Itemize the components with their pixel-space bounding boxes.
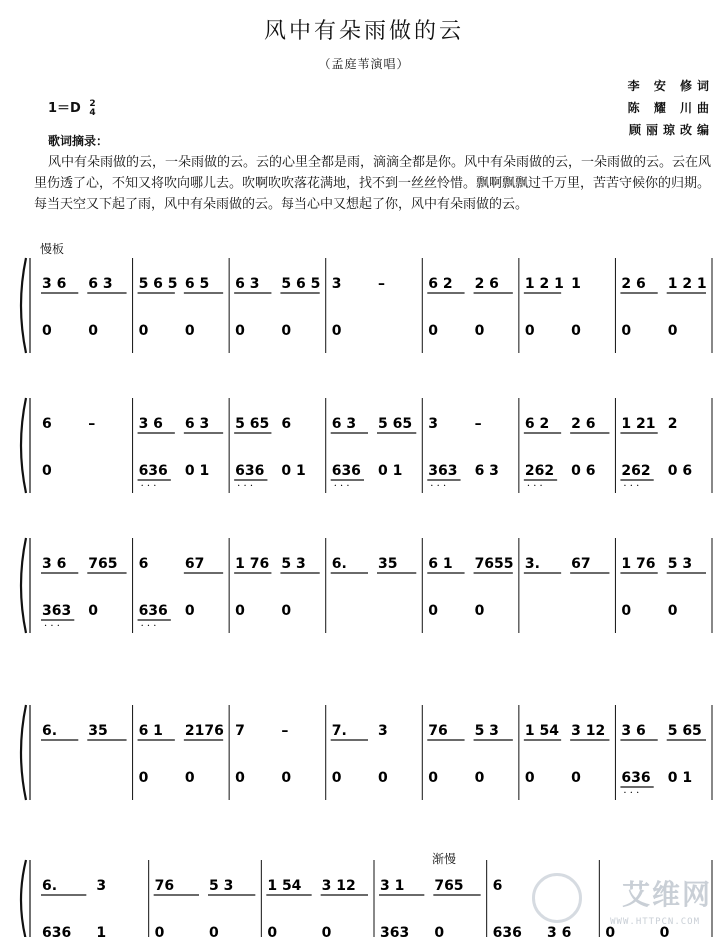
upper-beat-1: 5 65 bbox=[235, 416, 270, 432]
lower-beat-2: 0 1 bbox=[184, 463, 210, 479]
upper-beat-2: 3 12 bbox=[321, 878, 356, 894]
upper-beat-2: 6 bbox=[281, 416, 292, 432]
upper-beat-1: 6 bbox=[138, 556, 149, 572]
upper-beat-2: – bbox=[281, 723, 289, 739]
lower-beat-1: 363 bbox=[380, 925, 410, 937]
upper-beat-1: 6 2 bbox=[428, 276, 453, 292]
low-octave-dots: · · · bbox=[140, 481, 157, 492]
lower-beat-1: 262 bbox=[621, 463, 651, 479]
upper-beat-2: 5 65 bbox=[667, 723, 702, 739]
lower-beat-1: 636 bbox=[42, 925, 72, 937]
upper-beat-1: 6 1 bbox=[138, 723, 163, 739]
lower-beat-1: 636 bbox=[138, 463, 168, 479]
lower-beat-1: 0 bbox=[331, 770, 342, 786]
lower-beat-2: 0 bbox=[88, 323, 99, 339]
lower-beat-1: 636 bbox=[621, 770, 651, 786]
upper-beat-1: 6 bbox=[492, 878, 503, 894]
lyrics-label: 歌词摘录： bbox=[48, 134, 109, 148]
lower-beat-1: 0 bbox=[331, 323, 342, 339]
upper-beat-1: 3 6 bbox=[42, 276, 67, 292]
upper-beat-2: 1 2 1 bbox=[667, 276, 707, 292]
watermark bbox=[532, 867, 722, 931]
low-octave-dots: · · · bbox=[623, 788, 640, 799]
lower-beat-1: 636 bbox=[492, 925, 522, 937]
upper-beat-2: 3 bbox=[96, 878, 107, 894]
lower-beat-1: 0 bbox=[42, 463, 52, 479]
low-octave-dots: · · · bbox=[333, 481, 350, 492]
lower-beat-2: 0 6 bbox=[571, 463, 596, 479]
system-brace bbox=[21, 538, 26, 633]
upper-beat-1: 1 76 bbox=[621, 556, 656, 572]
low-octave-dots: · · · bbox=[526, 481, 543, 492]
upper-beat-1: 1 2 1 bbox=[524, 276, 564, 292]
lower-beat-2: 0 bbox=[659, 925, 670, 937]
low-octave-dots: · · · bbox=[430, 481, 447, 492]
lower-beat-1: 0 bbox=[524, 323, 535, 339]
upper-beat-2: 3 bbox=[378, 723, 388, 739]
upper-beat-2: 35 bbox=[88, 723, 108, 739]
upper-beat-1: 3 6 bbox=[42, 556, 67, 572]
upper-beat-1: 3 1 bbox=[380, 878, 405, 894]
lower-beat-1: 0 bbox=[267, 925, 278, 937]
lower-beat-1: 0 bbox=[235, 603, 245, 619]
upper-beat-1: 76 bbox=[154, 878, 175, 894]
upper-beat-1: 6 1 bbox=[428, 556, 453, 572]
upper-beat-2: 5 6 5 bbox=[281, 276, 321, 292]
lower-beat-1: 0 bbox=[621, 323, 632, 339]
song-subtitle: （孟庭苇演唱） bbox=[318, 57, 410, 71]
lower-beat-2: 0 bbox=[378, 770, 388, 786]
lower-beat-1: 262 bbox=[524, 463, 555, 479]
upper-beat-2: 67 bbox=[184, 556, 205, 572]
low-octave-dots: · · · bbox=[237, 481, 254, 492]
system-brace bbox=[21, 258, 26, 353]
lower-beat-1: 0 bbox=[235, 323, 245, 339]
lower-beat-1: 0 bbox=[621, 603, 632, 619]
lower-beat-2: 0 bbox=[571, 323, 581, 339]
lower-beat-2: 0 bbox=[571, 770, 581, 786]
upper-beat-1: 1 21 bbox=[621, 416, 656, 432]
upper-beat-1: 1 54 bbox=[524, 723, 559, 739]
system-brace bbox=[21, 860, 26, 937]
upper-beat-2: – bbox=[88, 416, 96, 432]
upper-beat-1: 1 54 bbox=[267, 878, 302, 894]
upper-beat-1: 3. bbox=[524, 556, 540, 572]
lower-beat-2: 0 1 bbox=[667, 770, 693, 786]
tempo-marking-start: 慢板 bbox=[40, 242, 65, 256]
upper-beat-2: 3 12 bbox=[571, 723, 606, 739]
lower-beat-1: 0 bbox=[138, 323, 149, 339]
upper-beat-2: 35 bbox=[378, 556, 398, 572]
upper-beat-1: 3 6 bbox=[138, 416, 163, 432]
lower-beat-2: 0 bbox=[667, 323, 678, 339]
upper-beat-2: 765 bbox=[88, 556, 118, 572]
composer-credit: 陈 耀 川曲 bbox=[627, 101, 714, 115]
key-label: 1＝D bbox=[48, 101, 81, 116]
lower-beat-2: 6 3 bbox=[474, 463, 499, 479]
upper-beat-1: 6. bbox=[42, 878, 58, 894]
lower-beat-1: 636 bbox=[235, 463, 265, 479]
lower-beat-2: 0 bbox=[184, 603, 195, 619]
upper-beat-2: 2 bbox=[667, 416, 678, 432]
upper-beat-2: 6 3 bbox=[184, 416, 210, 432]
upper-beat-2: 2176 bbox=[184, 723, 224, 739]
upper-beat-1: 6. bbox=[42, 723, 58, 739]
upper-beat-2: 7655 bbox=[474, 556, 514, 572]
time-top: 2 bbox=[89, 98, 96, 109]
upper-beat-1: 3 bbox=[331, 276, 342, 292]
low-octave-dots: · · · bbox=[44, 621, 60, 632]
arranger-credit: 顾丽琼改编 bbox=[628, 123, 714, 137]
song-title: 风中有朵雨做的云 bbox=[263, 19, 464, 44]
lyrics-excerpt: 风中有朵雨做的云，一朵雨做的云。云的心里全都是雨，滴滴全都是你。风中有朵雨做的云，一朵雨做的云。云在风里伤透了心，不知又将吹向哪儿去。吹啊吹吹落花满地，找不到一丝丝怜惜。飘啊飘飘过千万里，苦苦守候你的归期。每当天空又下起了雨，风中有朵雨做的云。每当心中又想起了你，风中有朵雨做的云。 bbox=[34, 155, 712, 212]
lower-beat-2: 0 bbox=[281, 323, 292, 339]
watermark-logo-icon bbox=[532, 873, 582, 923]
lower-beat-2: 3 6 bbox=[547, 925, 572, 937]
upper-beat-2: 2 6 bbox=[474, 276, 499, 292]
upper-beat-1: 3 6 bbox=[621, 723, 646, 739]
upper-beat-2: 5 3 bbox=[474, 723, 499, 739]
system-brace bbox=[21, 398, 26, 493]
upper-beat-2: 67 bbox=[571, 556, 591, 572]
time-bottom: 4 bbox=[89, 107, 96, 118]
lower-beat-1: 636 bbox=[138, 603, 168, 619]
upper-beat-1: 6 3 bbox=[331, 416, 357, 432]
lower-beat-1: 0 bbox=[428, 323, 439, 339]
lower-beat-1: 363 bbox=[42, 603, 72, 619]
lower-beat-1: 0 bbox=[235, 770, 245, 786]
upper-beat-1: 3 bbox=[428, 416, 439, 432]
upper-beat-2: – bbox=[474, 416, 482, 432]
upper-beat-1: 7 bbox=[235, 723, 245, 739]
lower-beat-2: 0 1 bbox=[378, 463, 403, 479]
upper-beat-2: 5 65 bbox=[378, 416, 413, 432]
upper-beat-2: 6 3 bbox=[88, 276, 113, 292]
upper-beat-1: 7. bbox=[331, 723, 347, 739]
watermark-text: 艾维网 bbox=[621, 878, 712, 911]
upper-beat-1: 76 bbox=[428, 723, 448, 739]
upper-beat-1: 2 6 bbox=[621, 276, 646, 292]
lower-beat-2: 0 bbox=[184, 323, 195, 339]
lower-beat-2: 0 6 bbox=[667, 463, 693, 479]
upper-beat-1: 6 bbox=[42, 416, 52, 432]
lower-beat-2: 0 bbox=[88, 603, 99, 619]
lyricist-credit: 李 安 修词 bbox=[627, 79, 714, 93]
upper-beat-1: 5 6 5 bbox=[138, 276, 178, 292]
upper-beat-2: 765 bbox=[434, 878, 464, 894]
lower-beat-1: 363 bbox=[428, 463, 458, 479]
low-octave-dots: · · · bbox=[623, 481, 640, 492]
lower-beat-1: 0 bbox=[42, 323, 52, 339]
lower-beat-1: 0 bbox=[428, 770, 439, 786]
system-brace bbox=[21, 705, 26, 800]
lower-beat-1: 636 bbox=[331, 463, 361, 479]
lower-beat-2: 0 bbox=[281, 603, 292, 619]
lower-beat-2: 0 bbox=[474, 603, 485, 619]
upper-beat-2: 6 5 bbox=[184, 276, 210, 292]
lower-beat-1: 0 bbox=[428, 603, 439, 619]
lower-beat-2: 0 bbox=[474, 323, 485, 339]
lower-beat-2: 0 bbox=[667, 603, 678, 619]
lower-beat-2: 0 bbox=[474, 770, 485, 786]
lower-beat-1: 0 bbox=[138, 770, 149, 786]
upper-beat-2: 2 6 bbox=[571, 416, 596, 432]
tempo-marking-ritardando: 渐慢 bbox=[432, 852, 457, 866]
lower-beat-2: 0 bbox=[434, 925, 445, 937]
upper-beat-2: 5 3 bbox=[209, 878, 234, 894]
lower-beat-1: 0 bbox=[605, 925, 616, 937]
lower-beat-2: 0 bbox=[321, 925, 332, 937]
upper-beat-2: 1 bbox=[571, 276, 581, 292]
upper-beat-1: 6. bbox=[331, 556, 347, 572]
low-octave-dots: · · · bbox=[140, 621, 157, 632]
lower-beat-2: 0 1 bbox=[281, 463, 306, 479]
upper-beat-1: 6 2 bbox=[524, 416, 550, 432]
upper-beat-1: 1 76 bbox=[235, 556, 270, 572]
watermark-url: WWW.HTTPCN.COM bbox=[610, 917, 700, 927]
lower-beat-2: 0 bbox=[281, 770, 292, 786]
lower-beat-1: 0 bbox=[524, 770, 535, 786]
upper-beat-2: 5 3 bbox=[667, 556, 693, 572]
lower-beat-2: 0 bbox=[184, 770, 195, 786]
lower-beat-1: 0 bbox=[154, 925, 165, 937]
lower-beat-2: 1 bbox=[96, 925, 107, 937]
lower-beat-2: 0 bbox=[209, 925, 219, 937]
upper-beat-2: 5 3 bbox=[281, 556, 306, 572]
upper-beat-2: – bbox=[378, 276, 385, 292]
upper-beat-1: 6 3 bbox=[235, 276, 260, 292]
